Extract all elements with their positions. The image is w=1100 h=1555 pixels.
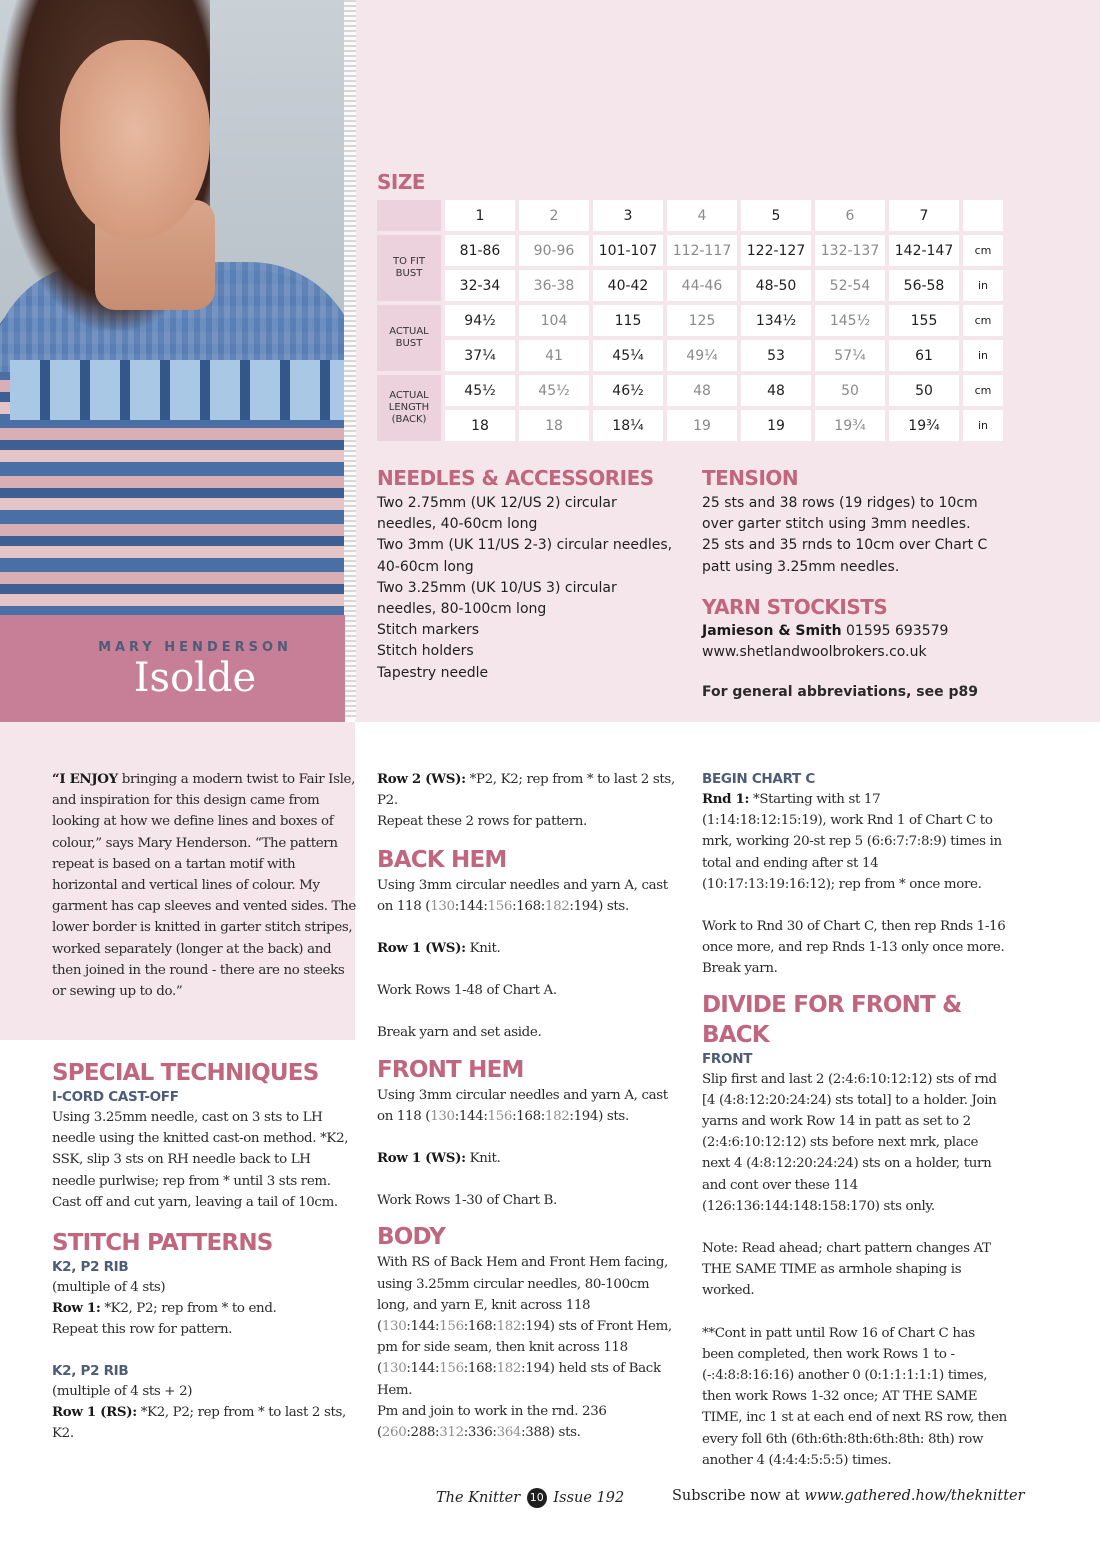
size-row xyxy=(377,270,1003,301)
size-value: 142-147 xyxy=(889,235,959,266)
column-three xyxy=(702,770,1007,1471)
face-image xyxy=(60,40,210,240)
intro-lead: “I ENJOY xyxy=(52,771,118,787)
tension-heading: TENSION xyxy=(702,466,799,490)
needles-heading: NEEDLES & ACCESSORIES xyxy=(377,466,654,490)
size-number: 1 xyxy=(445,200,515,231)
size-value: 46½ xyxy=(593,375,663,406)
special-heading: SPECIAL TECHNIQUES xyxy=(52,1060,319,1086)
row-label: TO FIT BUST xyxy=(377,235,441,301)
body-p2: Pm and join to work in the rnd. 236 (260:288:312:336:364:388) sts. xyxy=(377,1403,607,1441)
size-value: 19¾ xyxy=(815,410,885,441)
icord-subheading: I-CORD CAST-OFF xyxy=(52,1089,179,1105)
size-value: 94½ xyxy=(445,305,515,336)
size-header-row xyxy=(377,200,1003,231)
stockist-url[interactable]: www.shetlandwoolbrokers.co.uk xyxy=(702,644,927,661)
size-value: 18 xyxy=(519,410,589,441)
size-value: 52-54 xyxy=(815,270,885,301)
size-value: 134½ xyxy=(741,305,811,336)
size-value: 122-127 xyxy=(741,235,811,266)
size-value: 45¼ xyxy=(593,340,663,371)
rib1-multiple: (multiple of 4 sts) xyxy=(52,1280,166,1295)
intro-text xyxy=(52,769,357,1002)
size-value: 37¼ xyxy=(445,340,515,371)
size-value: 19 xyxy=(741,410,811,441)
magazine-name: The Knitter xyxy=(436,1490,521,1506)
needle-item: Stitch holders xyxy=(377,643,474,660)
rib1-subheading: K2, P2 RIB xyxy=(52,1259,129,1275)
back-hem-row1: Row 1 (WS): Knit. xyxy=(377,940,501,957)
unit-label: cm xyxy=(963,375,1003,406)
pattern-name-band xyxy=(0,615,345,722)
size-value: 125 xyxy=(667,305,737,336)
sweater-motif xyxy=(10,360,345,420)
designer-name: MARY HENDERSON xyxy=(98,640,292,655)
size-value: 49¼ xyxy=(667,340,737,371)
size-value: 50 xyxy=(889,375,959,406)
unit-label: cm xyxy=(963,235,1003,266)
rib2-row2 xyxy=(377,769,682,811)
intro-body: bringing a modern twist to Fair Isle, and inspiration for this design came from looking at how we define lines and boxes of colour,” says Mary Henderson. “The pattern repeat is based on a tartan motif with horizontal and vertical lines of colour. My garment has cap sleeves and vented sides. The lower border is knitted in garter stitch stripes, worked separately (longer at the back) and then joined in the round - there are no steeks or sewing up to do.” xyxy=(52,772,356,1000)
page-number: 10 xyxy=(527,1488,547,1508)
size-value: 45½ xyxy=(519,375,589,406)
rib1-repeat: Repeat this row for pattern. xyxy=(52,1322,233,1338)
size-value: 44-46 xyxy=(667,270,737,301)
rib1-row-text: *K2, P2; rep from * to end. xyxy=(100,1301,277,1317)
back-hem-heading: BACK HEM xyxy=(377,846,507,873)
rib2-repeat: Repeat these 2 rows for pattern. xyxy=(377,814,587,830)
size-number: 2 xyxy=(519,200,589,231)
pattern-title: Isolde xyxy=(133,655,257,701)
size-value: 57¼ xyxy=(815,340,885,371)
size-value: 115 xyxy=(593,305,663,336)
size-table xyxy=(373,196,1007,445)
front-hem-work: Work Rows 1-30 of Chart B. xyxy=(377,1193,557,1209)
size-value: 48-50 xyxy=(741,270,811,301)
rib1-row-label: Row 1: xyxy=(52,1300,101,1317)
size-value: 18 xyxy=(445,410,515,441)
rib2-row2-label: Row 2 (WS): xyxy=(377,771,466,787)
back-hem-break: Break yarn and set aside. xyxy=(377,1025,542,1041)
size-number: 7 xyxy=(889,200,959,231)
size-value: 19¾ xyxy=(889,410,959,441)
chart-c-subheading: BEGIN CHART C xyxy=(702,771,815,787)
model-photo xyxy=(0,0,345,615)
front-hem-cast-on: Using 3mm circular needles and yarn A, cast on 118 (130:144:156:168:182:194) sts. xyxy=(377,1087,668,1124)
divide-p1: Slip first and last 2 (2:4:6:10:12:12) sts of rnd [4 (4:8:12:20:24:24) sts total] to a holder. Join yarns and work Row 14 in patt as set to 2 (2:4:6:10:12:12) sts before next mrk, place next 4 (4:8:12:20:24:24) sts on a holder, turn and cont over these 114 (126:136:144:148:158:170) sts only. xyxy=(702,1071,997,1214)
size-corner xyxy=(377,200,441,231)
back-hem-cast-on: Using 3mm circular needles and yarn A, cast on 118 (130:144:156:168:182:194) sts. xyxy=(377,877,668,914)
size-value: 19 xyxy=(667,410,737,441)
footer-subscribe xyxy=(672,1488,1025,1504)
size-value: 81-86 xyxy=(445,235,515,266)
size-heading: SIZE xyxy=(377,170,426,194)
rib2-row-label: Row 1 (RS): xyxy=(52,1403,137,1420)
body-heading: BODY xyxy=(377,1224,445,1251)
column-two xyxy=(377,769,682,1443)
needle-item: Stitch markers xyxy=(377,622,480,639)
rib2-row-text: *K2, P2; rep from * to last 2 sts, K2. xyxy=(52,1404,346,1442)
size-value: 45½ xyxy=(445,375,515,406)
size-number: 5 xyxy=(741,200,811,231)
row-label: ACTUAL BUST xyxy=(377,305,441,371)
unit-label: in xyxy=(963,410,1003,441)
size-value: 53 xyxy=(741,340,811,371)
stitch-heading: STITCH PATTERNS xyxy=(52,1230,273,1256)
unit-label: cm xyxy=(963,305,1003,336)
size-value: 101-107 xyxy=(593,235,663,266)
subscribe-text: Subscribe now at xyxy=(672,1488,800,1504)
divide-p2: **Cont in patt until Row 16 of Chart C has been completed, then work Rows 1 to -(-:4:8:8:16:16) another 0 (0:1:1:1:1:1) times, then work Rows 1-32 once; AT THE SAME TIME, inc 1 st at each end of next RS row, then every foll 6th (6th:6th:8th:6th:8th: 8th) row another 4 (4:4:4:5:5:5) times. xyxy=(702,1325,1007,1468)
stitched-seam xyxy=(344,0,356,720)
front-hem-heading: FRONT HEM xyxy=(377,1056,524,1083)
size-value: 40-42 xyxy=(593,270,663,301)
icord-text: Using 3.25mm needle, cast on 3 sts to LH needle using the knitted cast-on method. *K2, SSK, slip 3 sts on RH needle back to LH needle purlwise; rep from * until 3 sts rem. Cast off and cut yarn, leaving a tail of 10cm. xyxy=(52,1110,349,1210)
needles-list xyxy=(377,493,677,684)
size-value: 132-137 xyxy=(815,235,885,266)
size-row xyxy=(377,305,1003,336)
unit-label: in xyxy=(963,270,1003,301)
unit-label: in xyxy=(963,340,1003,371)
front-subheading: FRONT xyxy=(702,1050,753,1067)
size-value: 50 xyxy=(815,375,885,406)
needle-item: Two 2.75mm (UK 12/US 2) circular needles, 40-60cm long xyxy=(377,495,617,533)
chart-c-rnd1: Rnd 1: *Starting with st 17 (1:14:18:12:15:19), work Rnd 1 of Chart C to mrk, working 20-st rep 5 (6:6:7:7:8:9) times in total and ending after st 14 (10:17:13:19:16:12); rep from * once more. xyxy=(702,791,1002,892)
size-row xyxy=(377,410,1003,441)
size-row xyxy=(377,375,1003,406)
stockist-phone: 01595 693579 xyxy=(846,623,949,639)
size-number: 3 xyxy=(593,200,663,231)
size-value: 145½ xyxy=(815,305,885,336)
size-value: 90-96 xyxy=(519,235,589,266)
size-value: 56-58 xyxy=(889,270,959,301)
divide-note: Note: Read ahead; chart pattern changes AT THE SAME TIME as armhole shaping is worked. xyxy=(702,1241,991,1299)
rib1-row xyxy=(52,1298,357,1319)
needle-item: Tapestry needle xyxy=(377,664,489,681)
size-value: 48 xyxy=(667,375,737,406)
size-number: 6 xyxy=(815,200,885,231)
size-value: 61 xyxy=(889,340,959,371)
size-row xyxy=(377,235,1003,266)
size-value: 112-117 xyxy=(667,235,737,266)
abbreviations-note: For general abbreviations, see p89 xyxy=(702,684,978,700)
tension-text xyxy=(702,493,1002,578)
issue-number: Issue 192 xyxy=(553,1490,625,1506)
tension-line: 25 sts and 35 rnds to 10cm over Chart C patt using 3.25mm needles. xyxy=(702,537,988,575)
needle-item: Two 3.25mm (UK 10/US 3) circular needles, 80-100cm long xyxy=(377,579,617,618)
size-value: 41 xyxy=(519,340,589,371)
stockist-company: Jamieson & Smith xyxy=(702,623,842,639)
divide-heading: DIVIDE FOR FRONT & BACK xyxy=(702,991,962,1048)
rib2-row xyxy=(52,1402,357,1444)
unit-cell xyxy=(963,200,1003,231)
size-number: 4 xyxy=(667,200,737,231)
rib2-multiple: (multiple of 4 sts + 2) xyxy=(52,1383,193,1399)
rib2-row2-text: *P2, K2; rep from * to last 2 sts, P2. xyxy=(377,772,675,809)
tension-line: 25 sts and 38 rows (19 ridges) to 10cm over garter stitch using 3mm needles. xyxy=(702,495,978,533)
chart-c-continue: Work to Rnd 30 of Chart C, then rep Rnds 1-16 once more, and rep Rnds 1-13 only once more. Break yarn. xyxy=(702,919,1006,977)
stitch-patterns-section xyxy=(52,1228,357,1444)
size-row xyxy=(377,340,1003,371)
footer-magazine xyxy=(436,1488,624,1508)
size-value: 36-38 xyxy=(519,270,589,301)
rib2-subheading: K2, P2 RIB xyxy=(52,1362,129,1379)
stockists-heading: YARN STOCKISTS xyxy=(702,595,888,619)
special-techniques-section xyxy=(52,1058,357,1213)
size-value: 155 xyxy=(889,305,959,336)
size-value: 48 xyxy=(741,375,811,406)
subscribe-url[interactable]: www.gathered.how/theknitter xyxy=(804,1488,1025,1504)
row-label: ACTUAL LENGTH (BACK) xyxy=(377,375,441,441)
stockists-text xyxy=(702,621,1002,663)
size-value: 18¼ xyxy=(593,410,663,441)
needle-item: Two 3mm (UK 11/US 2-3) circular needles, 40-60cm long xyxy=(377,537,673,575)
front-hem-row1: Row 1 (WS): Knit. xyxy=(377,1150,501,1167)
body-p1: With RS of Back Hem and Front Hem facing, using 3.25mm circular needles, 80-100cm long, and yarn E, knit across 118 (130:144:156:168:182:194) sts of Front Hem, pm for side seam, then knit across 118 (130:144:156:168:182:194) held sts of Back Hem. xyxy=(377,1255,672,1398)
size-value: 104 xyxy=(519,305,589,336)
back-hem-work: Work Rows 1-48 of Chart A. xyxy=(377,983,557,999)
size-value: 32-34 xyxy=(445,270,515,301)
